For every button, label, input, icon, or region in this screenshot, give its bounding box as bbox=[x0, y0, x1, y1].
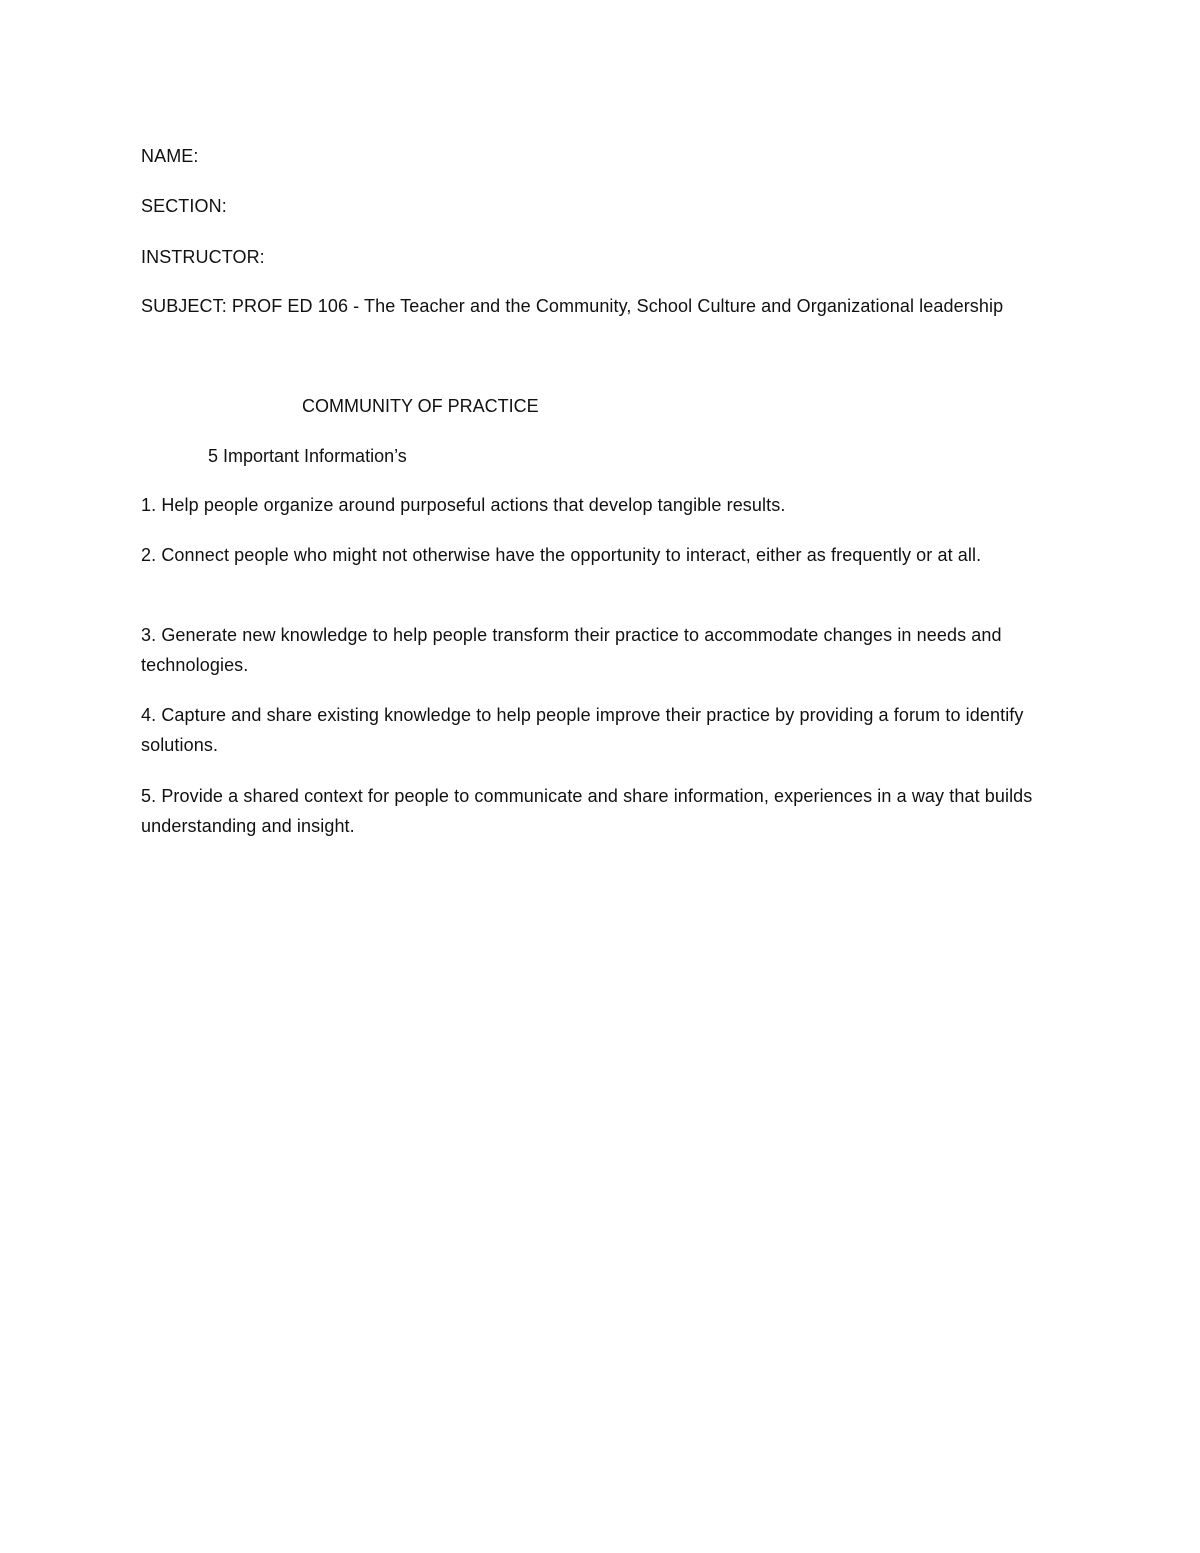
list-item: 1. Help people organize around purposeful actions that develop tangible results. bbox=[141, 495, 786, 515]
name-label: NAME: bbox=[141, 146, 199, 166]
document-title: COMMUNITY OF PRACTICE bbox=[302, 396, 539, 416]
section-label: SECTION: bbox=[141, 196, 227, 216]
list-item: 5. Provide a shared context for people to communicate and share information, experiences in a way that builds understanding and insight. bbox=[141, 786, 1033, 836]
list-item: 3. Generate new knowledge to help people transform their practice to accommodate changes in needs and technologies. bbox=[141, 625, 1002, 675]
list-item: 4. Capture and share existing knowledge to help people improve their practice by providing a forum to identify solutions. bbox=[141, 705, 1024, 755]
list-item: 2. Connect people who might not otherwise have the opportunity to interact, either as frequently or at all. bbox=[141, 545, 982, 565]
instructor-label: INSTRUCTOR: bbox=[141, 247, 265, 267]
subject-line: SUBJECT: PROF ED 106 - The Teacher and the Community, School Culture and Organizational leadership bbox=[141, 296, 1004, 316]
document-subtitle: 5 Important Information’s bbox=[208, 446, 407, 466]
